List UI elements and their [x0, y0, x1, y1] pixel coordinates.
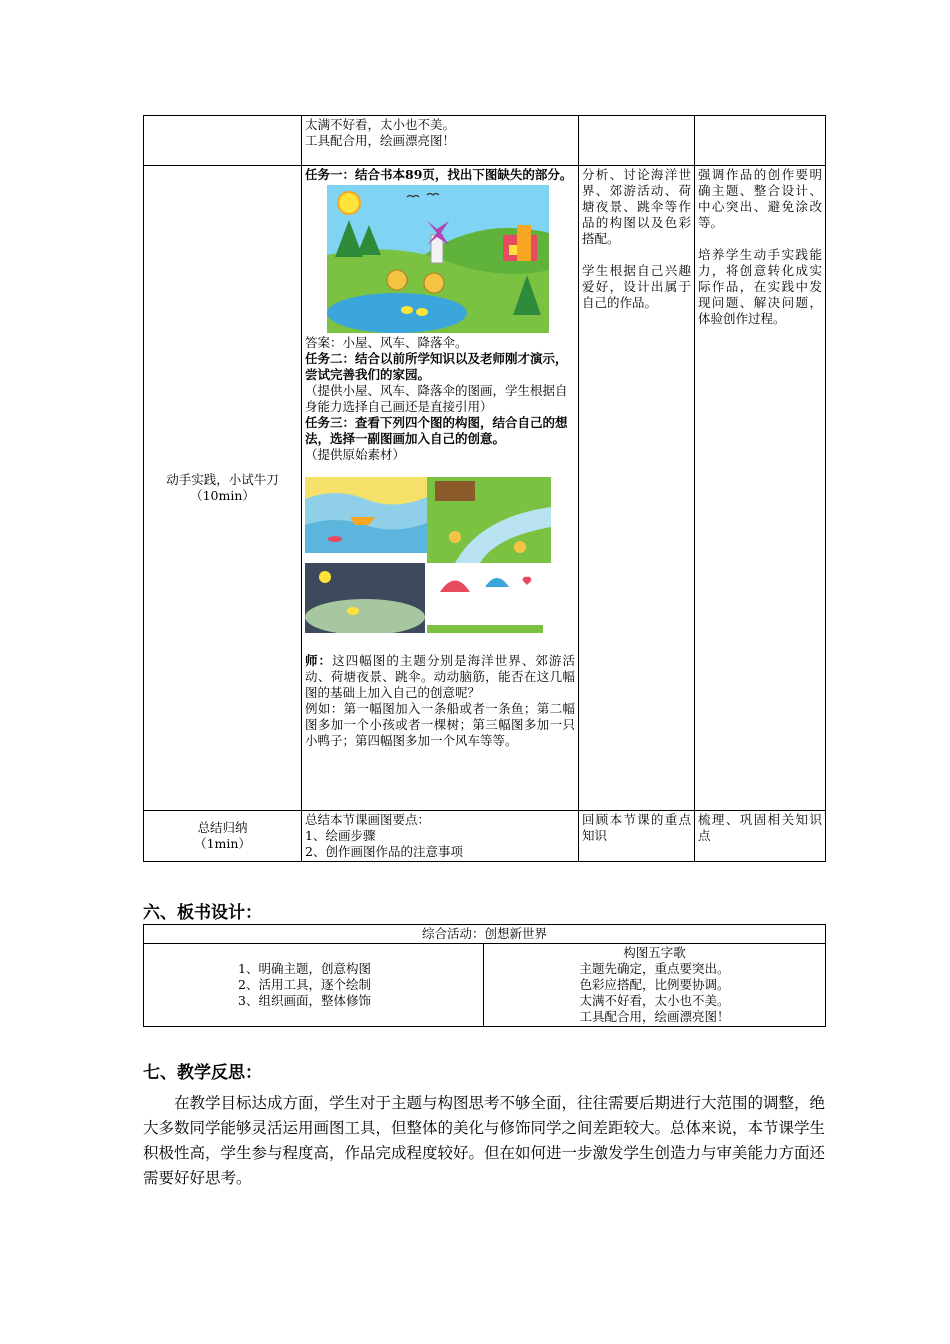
content-line: 1、绘画步骤	[305, 828, 376, 843]
task1-title: 任务一：结合书本89页，找出下图缺失的部分。	[305, 167, 573, 182]
content-line: 总结本节课画图要点：	[305, 812, 431, 827]
lesson-plan-table	[143, 115, 826, 862]
content-line: 太满不好看，太小也不美。	[305, 117, 456, 132]
practice-row	[144, 166, 826, 811]
practice-student-cell	[579, 166, 695, 811]
board-item: 1、明确主题，创意构图	[238, 961, 371, 976]
stage-time: （10min）	[190, 488, 255, 503]
example-text: 例如：第一幅图加入一条船或者一条鱼；第二幅图多加一个小孩或者一棵树；第三幅图多加一只小鸭子；第四幅图多加一个风车等等。	[305, 701, 575, 748]
content-line: 工具配合用，绘画漂亮图！	[305, 133, 456, 148]
task3-title: 任务三：查看下列四个图的构图，结合自己的想法，选择一副图画加入自己的创意。	[305, 415, 568, 446]
teacher-remark	[305, 653, 575, 701]
intent-paragraph: 强调作品的创作要明确主题、整合设计、中心突出、避免涂改等。	[698, 167, 822, 230]
summary-student-cell: 回顾本节课的重点知识	[579, 811, 695, 862]
board-design-table	[143, 924, 826, 1027]
pond	[327, 293, 467, 333]
empty-student-cell	[579, 116, 695, 166]
board-left-list	[144, 944, 484, 1027]
teacher-label: 师：	[305, 653, 333, 668]
board-title: 综合活动：创想新世界	[144, 925, 826, 944]
duck-icon	[416, 308, 428, 316]
song-line: 太满不好看，太小也不美。	[579, 993, 730, 1008]
ocean-world-picture	[305, 477, 427, 553]
content-line: 2、创作画图作品的注意事项	[305, 844, 463, 859]
parachute-picture	[427, 563, 543, 633]
duck-icon	[347, 607, 359, 615]
task2-note: （提供小屋、风车、降落伞的图画，学生根据自身能力选择自己画还是直接引用）	[305, 383, 568, 414]
student-paragraph: 学生根据自己兴趣爱好，设计出属于自己的作品。	[582, 263, 691, 310]
reflection-paragraph: 在教学目标达成方面，学生对于主题与构图思考不够全面，往往需要后期进行大范围的调整，绝大多数同学能够灵活运用画图工具，但整体的美化与修饰同学之间差距较大。总体来说，本节课学生积极性高，学生参与程度高，作品完成程度较好。但在如何进一步激发学生创造力与审美能力方面还需要好好思考。	[143, 1094, 826, 1187]
board-title-row	[144, 925, 826, 944]
teacher-text: 这四幅图的主题分别是海洋世界、郊游活动、荷塘夜景、跳伞。动动脑筋，能否在这几幅图的基础上加入自己的创意呢？	[305, 653, 575, 700]
intent-paragraph: 培养学生动手实践能力，将创意转化成实际作品，在实践中发现问题、解决问题，体验创作过程。	[698, 247, 822, 326]
practice-stage-cell	[144, 166, 302, 811]
song-line: 工具配合用，绘画漂亮图！	[579, 1009, 730, 1024]
moon-icon	[319, 571, 331, 583]
stage-name: 动手实践，小试牛刀	[166, 472, 279, 487]
section-heading-reflection: 七、教学反思：	[143, 1063, 262, 1083]
board-item: 2、活用工具，逐个绘制	[238, 977, 371, 992]
continuation-row	[144, 116, 826, 166]
four-picture-collage	[305, 477, 551, 633]
stage-name: 总结归纳	[197, 820, 248, 835]
landscape-picture	[327, 185, 549, 333]
composition-song	[484, 944, 826, 1027]
section-heading-board-design: 六、板书设计：	[143, 903, 262, 923]
task1-answer: 答案：小屋、风车、降落伞。	[305, 335, 468, 350]
child-icon	[449, 531, 461, 543]
board-item: 3、组织画面，整体修饰	[238, 993, 371, 1008]
duck-icon	[401, 306, 413, 314]
lotus-pond-night-picture	[305, 563, 425, 633]
empty-intent-cell	[695, 116, 826, 166]
song-title: 构图五字歌	[623, 945, 686, 960]
summary-row	[144, 811, 826, 862]
sun-icon	[338, 192, 360, 214]
child-icon	[514, 541, 526, 553]
summary-content-cell	[302, 811, 579, 862]
continuation-content-cell	[302, 116, 579, 166]
summary-stage-cell	[144, 811, 302, 862]
task2-title: 任务二：结合以前所学知识以及老师刚才演示，尝试完善我们的家园。	[305, 351, 568, 382]
empty-stage-cell	[144, 116, 302, 166]
song-line: 色彩应搭配，比例要协调。	[579, 977, 730, 992]
song-line: 主题先确定，重点要突出。	[579, 961, 730, 976]
practice-content-cell	[302, 166, 579, 811]
stage-time: （1min）	[194, 836, 251, 851]
student-paragraph: 分析、讨论海洋世界、郊游活动、荷塘夜景、跳伞等作品的构图以及色彩搭配。	[582, 167, 691, 246]
summary-intent-cell: 梳理、巩固相关知识点	[695, 811, 826, 862]
outing-picture	[427, 477, 551, 563]
bear-icon	[387, 270, 407, 290]
fish-icon	[328, 536, 342, 542]
task3-note: （提供原始素材）	[305, 447, 406, 462]
board-content-row	[144, 944, 826, 1027]
bear-icon	[424, 273, 444, 293]
practice-intent-cell	[695, 166, 826, 811]
